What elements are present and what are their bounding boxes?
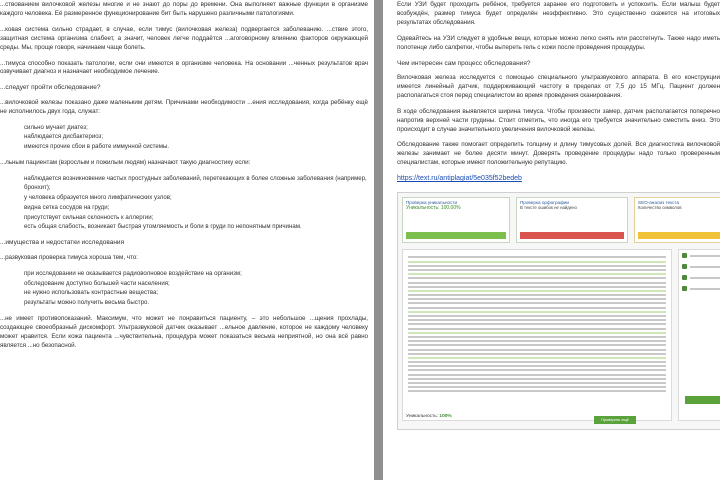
sidebar-item [682, 264, 720, 269]
text-line [408, 286, 666, 288]
right-page [383, 0, 720, 480]
sidebar-button[interactable] [685, 396, 720, 404]
text-line [690, 288, 720, 290]
text-line [408, 369, 666, 371]
paragraph: Вилочковая железа исследуется с помощью специального ультразвукового аппарата. В его конструкции имеется линейный датчик, поддерживающий частоту в пределах от 7,5 до 15 МГц. Пациент должен располагаться стоя перед специалистом во время проведения сканирования. [397, 74, 720, 99]
list-item: обследование доступно большей части населения; [24, 279, 170, 287]
text-line [408, 298, 666, 300]
panel-value: Количество символов [638, 205, 682, 211]
text-line [408, 349, 666, 351]
list-item: при исследовании не оказывается радиоволновое воздействие на организм; [24, 269, 242, 277]
text-line [408, 332, 666, 334]
text-line [408, 328, 666, 330]
text-line [408, 361, 666, 363]
paragraph: ...ковая система сильно страдает, в случае, если тимус (вилочковая железа) подвергается заболеванию. ...ствие этого, защитная система организма слабеет, а значит, человек легче поддаётся ...агоговорному влиянию факторов окружающей среды. Мы, проще говоря, начинаем чаще болеть. [0, 25, 368, 51]
text-line [408, 265, 666, 267]
paragraph: ...тимуса способно показать патологии, если они имеются в организме человека. На основании ...ченных результатов врач озвучивает диагноз и назначает необходимое лечение. [0, 59, 368, 76]
paragraph: Если УЗИ будет проходить ребёнок, требуется заранее его подготовить и успокоить. Если малыш будет возбуждён, размер тимуса будет определён неэффективно. Это существенно скажется на итоговых результатах обследования. [397, 1, 720, 26]
sidebar-item [682, 286, 720, 291]
spelling-panel [516, 197, 628, 243]
report-text-area [402, 249, 672, 421]
square-icon [682, 264, 687, 269]
text-line [408, 273, 666, 275]
list-item: есть общая слабость, возникает быстрая утомляемость и боли в груди по непонятным причинам. [24, 223, 302, 231]
text-line [408, 336, 666, 338]
text-line [408, 294, 666, 296]
text-line [408, 357, 666, 359]
paragraph: ...вилочковой железы показано даже маленьким детям. Причинами необходимости ...ения исследования, когда ребёнку ещё не исполнилось двух года, служат: [0, 98, 368, 115]
list-item: видна сетка сосудов на груди; [24, 203, 110, 211]
list-item: присутствует сильная склонность к аллергии; [24, 213, 154, 221]
text-line [408, 340, 666, 342]
square-icon [682, 253, 687, 258]
bullet-list [0, 270, 368, 308]
uniqueness-result [406, 414, 452, 419]
text-line [690, 266, 720, 268]
text-line [690, 277, 720, 279]
text-line [408, 269, 666, 271]
seo-panel [634, 197, 720, 243]
list-item: результаты можно получить весьма быстро. [24, 299, 150, 307]
text-line [408, 386, 666, 388]
paragraph: ...ствованием вилочковой железы многие и не знают до поры до времени. Она выполняет важные функции в организме каждого человека. Её размеренное функционирование бит быть нарушено различными патологиями. [0, 1, 368, 17]
bullet-list [0, 124, 368, 152]
uniqueness-panel [402, 197, 510, 243]
report-sidebar [678, 249, 720, 421]
paragraph: ...развуковая проверка тимуса хороша тем, что: [0, 253, 138, 261]
text-line [408, 344, 666, 346]
text-line [408, 302, 666, 304]
paragraph: В ходе обследования выявляется ширина тимуса. Чтобы произвести замер, датчик располагается поперечно напротив верхней части грудины. Стоит отметить, что иногда его требуется значительно сместить вниз. Это происходит в случае значительного увеличения вилочковой железы. [397, 107, 720, 133]
text-line [408, 311, 666, 313]
list-item: у человека образуется много лимфатических узлов; [24, 193, 172, 201]
text-line [408, 365, 666, 367]
section-heading: Чем интересен сам процесс обследования? [397, 59, 531, 67]
panel-value: В тексте ошибок не найдено [520, 205, 577, 211]
yellow-bar [638, 232, 720, 239]
list-item: имеются прочие сбои в работе иммунной системы. [24, 143, 170, 151]
panel-value: Уникальность: 100.00% [406, 205, 461, 212]
text-line [408, 256, 666, 258]
panel-title: SEO-анализ текста [638, 200, 680, 206]
paragraph: ...не имеет противопоказаний. Максимум, что может не понравиться пациенту, – это небольшое ...щения прохлады, создающее своеобразный дискомфорт. Ультразвуковой датчик оказывает ...ельное давление, которое не каждому человеку может нравится. Если кожа пациента ...чувствительна, процедура может показаться весьма неприятной, но она всё равно является ...но безопасной. [0, 314, 368, 349]
panel-title: Проверка орфографии [520, 200, 569, 206]
text-line [408, 307, 666, 309]
text-line [408, 390, 666, 392]
red-bar [520, 232, 624, 239]
text-line [408, 261, 666, 263]
list-item: не нужно использовать контрастные вещества; [24, 289, 159, 297]
square-icon [682, 275, 687, 280]
section-heading: ...имущества и недостатки исследования [0, 239, 125, 247]
paragraph: Одевайтесь на УЗИ следует в удобные вещи, которые можно легко снять или расстегнуть. Также надо иметь полотенце либо салфетки, чтобы вытереть гель с кожи после проведения процедуры. [397, 34, 720, 51]
uniqueness-label: Уникальность: [406, 414, 439, 420]
antiplagiat-link[interactable]: https://text.ru/antiplagiat/5e035f52bedeb [397, 175, 522, 183]
text-line [408, 277, 666, 279]
text-line [408, 290, 666, 292]
text-line [408, 315, 666, 317]
uniqueness-value: 100% [439, 414, 452, 420]
antiplagiat-report-screenshot [397, 192, 720, 430]
sidebar-item [682, 275, 720, 280]
panel-title: Проверка уникальности [406, 200, 458, 206]
list-item: наблюдается возникновение частых простудных заболеваний, перетекающих в более сложные заболевания (например, бронхит); [24, 174, 367, 191]
list-item: сильно мучает диатез; [24, 123, 88, 131]
sidebar-item [682, 253, 720, 258]
text-line [408, 382, 666, 384]
text-line [408, 282, 666, 284]
section-heading: ...следует пройти обследование? [0, 84, 101, 92]
text-line [408, 319, 666, 321]
text-line [408, 353, 666, 355]
text-line [408, 323, 666, 325]
green-bar [406, 232, 506, 239]
bullet-list [0, 175, 368, 232]
text-line [690, 255, 720, 257]
list-item: наблюдается дисбактериоз; [24, 133, 104, 141]
check-again-button[interactable]: Проверить ещё [594, 416, 636, 424]
text-line [408, 374, 666, 376]
square-icon [682, 286, 687, 291]
paragraph: Обследование также помогает определить толщину и длину тимусовых долей. Вся диагностика вилочковой железы занимает не более десяти минут. Доверять проведение процедуры надо только проверенным специалистам, которые имеют положительную репутацию. [397, 141, 720, 167]
text-line [408, 378, 666, 380]
paragraph: ...льным пациентам (взрослым и пожилым людям) назначают такую диагностику если: [0, 159, 251, 167]
